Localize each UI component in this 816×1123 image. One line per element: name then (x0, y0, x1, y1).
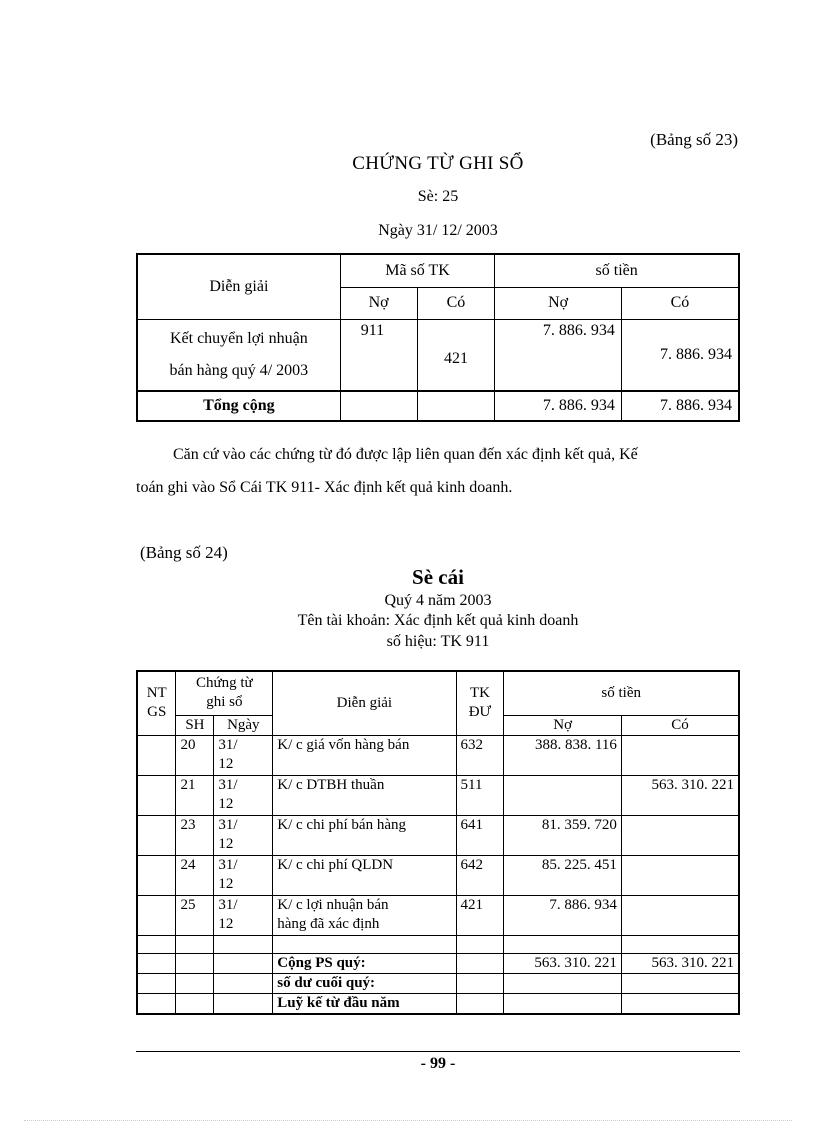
row-credit-amount: 7. 886. 934 (621, 319, 739, 391)
cumulative-row (137, 993, 739, 1014)
cumulative-label: Luỹ kế từ đầu năm (273, 993, 456, 1014)
total-credit-amount: 7. 886. 934 (621, 391, 739, 421)
header-voucher-line1: Chứng từ (196, 675, 253, 692)
credit-cell (621, 855, 739, 895)
date-line2: 12 (218, 835, 234, 852)
voucher-date: Ngày 31/ 12/ 2003 (378, 222, 498, 239)
total-empty-2 (417, 391, 495, 421)
sh-cell: 25 (176, 895, 214, 935)
date-line1: 31/ (218, 736, 238, 753)
date-line1: 31/ (218, 816, 238, 833)
header-credit: Có (621, 715, 739, 735)
header-tk (456, 671, 504, 735)
credit-cell (621, 815, 739, 855)
row-debit-account: 911 (340, 319, 417, 391)
ledger-account-number: số hiệu: TK 911 (386, 633, 490, 650)
header-debit-amount: Nợ (495, 287, 622, 319)
description-cell: K/ c DTBH thuần (273, 775, 456, 815)
debit-cell: 81. 359. 720 (504, 815, 622, 855)
page-number: - 99 - (420, 1055, 456, 1072)
header-tk-line1: TK (469, 685, 490, 702)
row-description-line1: Kết chuyển lợi nhuận (169, 329, 308, 347)
table-label-23: (Bảng số 23) (650, 130, 738, 149)
date-line1: 31/ (218, 896, 238, 913)
table-row (137, 735, 739, 775)
debit-cell: 85. 225. 451 (504, 855, 622, 895)
voucher-title: CHỨNG TỪ GHI SỔ (352, 153, 524, 174)
ntgs-cell (137, 855, 176, 895)
header-description: Diễn giải (137, 254, 340, 319)
total-label: Tổng cộng (137, 391, 340, 421)
header-tk-line2: ĐƯ (468, 704, 492, 721)
row-description (137, 319, 340, 391)
tk-cell: 632 (456, 735, 504, 775)
date-cell (214, 735, 273, 775)
description-cell: K/ c giá vốn hàng bán (273, 735, 456, 775)
ntgs-cell (137, 775, 176, 815)
voucher-number: Sè: 25 (417, 188, 459, 205)
sh-cell: 23 (176, 815, 214, 855)
page-bottom-border (24, 1120, 792, 1121)
header-voucher-line2: ghi sổ (206, 694, 243, 711)
tk-cell: 421 (456, 895, 504, 935)
date-line2: 12 (218, 875, 234, 892)
total-debit-amount: 7. 886. 934 (495, 391, 622, 421)
date-cell (214, 815, 273, 855)
description-cell (273, 895, 456, 935)
description-line2: hàng đã xác định (277, 915, 380, 932)
header-amount: số tiền (495, 254, 739, 287)
description-cell: K/ c chi phí bán hàng (273, 815, 456, 855)
table-label-24: (Bảng số 24) (140, 543, 228, 562)
header-sh: SH (176, 715, 214, 735)
sh-cell: 20 (176, 735, 214, 775)
description-line1: K/ c lợi nhuận bán (277, 896, 389, 913)
tk-cell: 641 (456, 815, 504, 855)
header-ntgs-line1: NT (146, 685, 167, 702)
debit-cell: 7. 886. 934 (504, 895, 622, 935)
tk-cell: 642 (456, 855, 504, 895)
header-date: Ngày (214, 715, 273, 735)
header-credit-account: Có (417, 287, 495, 319)
debit-cell (504, 775, 622, 815)
header-amount: số tiền (504, 671, 739, 715)
date-line2: 12 (218, 795, 234, 812)
credit-cell (621, 735, 739, 775)
row-credit-account: 421 (417, 319, 495, 391)
ledger-title: Sè cái (412, 565, 464, 589)
paragraph-line2: toán ghi vào Sổ Cái TK 911- Xác định kết quả kinh doanh. (136, 479, 513, 496)
date-line1: 31/ (218, 776, 238, 793)
header-debit-account: Nợ (340, 287, 417, 319)
ending-balance-label: số dư cuối quý: (273, 973, 456, 993)
header-ntgs-line2: GS (147, 704, 167, 721)
ntgs-cell (137, 735, 176, 775)
ledger-account-name: Tên tài khoản: Xác định kết quả kinh doanh (297, 612, 579, 629)
period-total-row (137, 953, 739, 973)
header-credit-amount: Có (621, 287, 739, 319)
date-line2: 12 (218, 755, 234, 772)
paragraph-line1: Căn cứ vào các chứng từ đó được lập liên quan đến xác định kết quả, Kế (173, 446, 638, 463)
header-debit: Nợ (504, 715, 622, 735)
tk-cell: 511 (456, 775, 504, 815)
period-total-label: Cộng PS quý: (273, 953, 456, 973)
header-ntgs (137, 671, 176, 735)
voucher-table (136, 253, 740, 422)
header-description: Diễn giải (273, 671, 456, 735)
ntgs-cell (137, 895, 176, 935)
ending-balance-row (137, 973, 739, 993)
credit-cell: 563. 310. 221 (621, 775, 739, 815)
header-account-code: Mã số TK (340, 254, 495, 287)
sh-cell: 24 (176, 855, 214, 895)
empty-row (137, 935, 739, 953)
credit-cell (621, 895, 739, 935)
description-cell: K/ c chi phí QLDN (273, 855, 456, 895)
date-cell (214, 855, 273, 895)
table-row (137, 855, 739, 895)
ntgs-cell (137, 815, 176, 855)
table-row (137, 775, 739, 815)
table-row (137, 815, 739, 855)
total-empty-1 (340, 391, 417, 421)
ledger-period: Quý 4 năm 2003 (384, 592, 492, 609)
row-debit-amount: 7. 886. 934 (495, 319, 622, 391)
table-row (137, 895, 739, 935)
date-cell (214, 775, 273, 815)
ledger-table (136, 670, 740, 1015)
period-total-credit: 563. 310. 221 (621, 953, 739, 973)
date-line2: 12 (218, 915, 234, 932)
date-cell (214, 895, 273, 935)
footer-divider (136, 1051, 740, 1052)
date-line1: 31/ (218, 856, 238, 873)
header-voucher (176, 671, 273, 715)
row-description-line2: bán hàng quý 4/ 2003 (169, 361, 309, 379)
sh-cell: 21 (176, 775, 214, 815)
period-total-debit: 563. 310. 221 (504, 953, 622, 973)
debit-cell: 388. 838. 116 (504, 735, 622, 775)
